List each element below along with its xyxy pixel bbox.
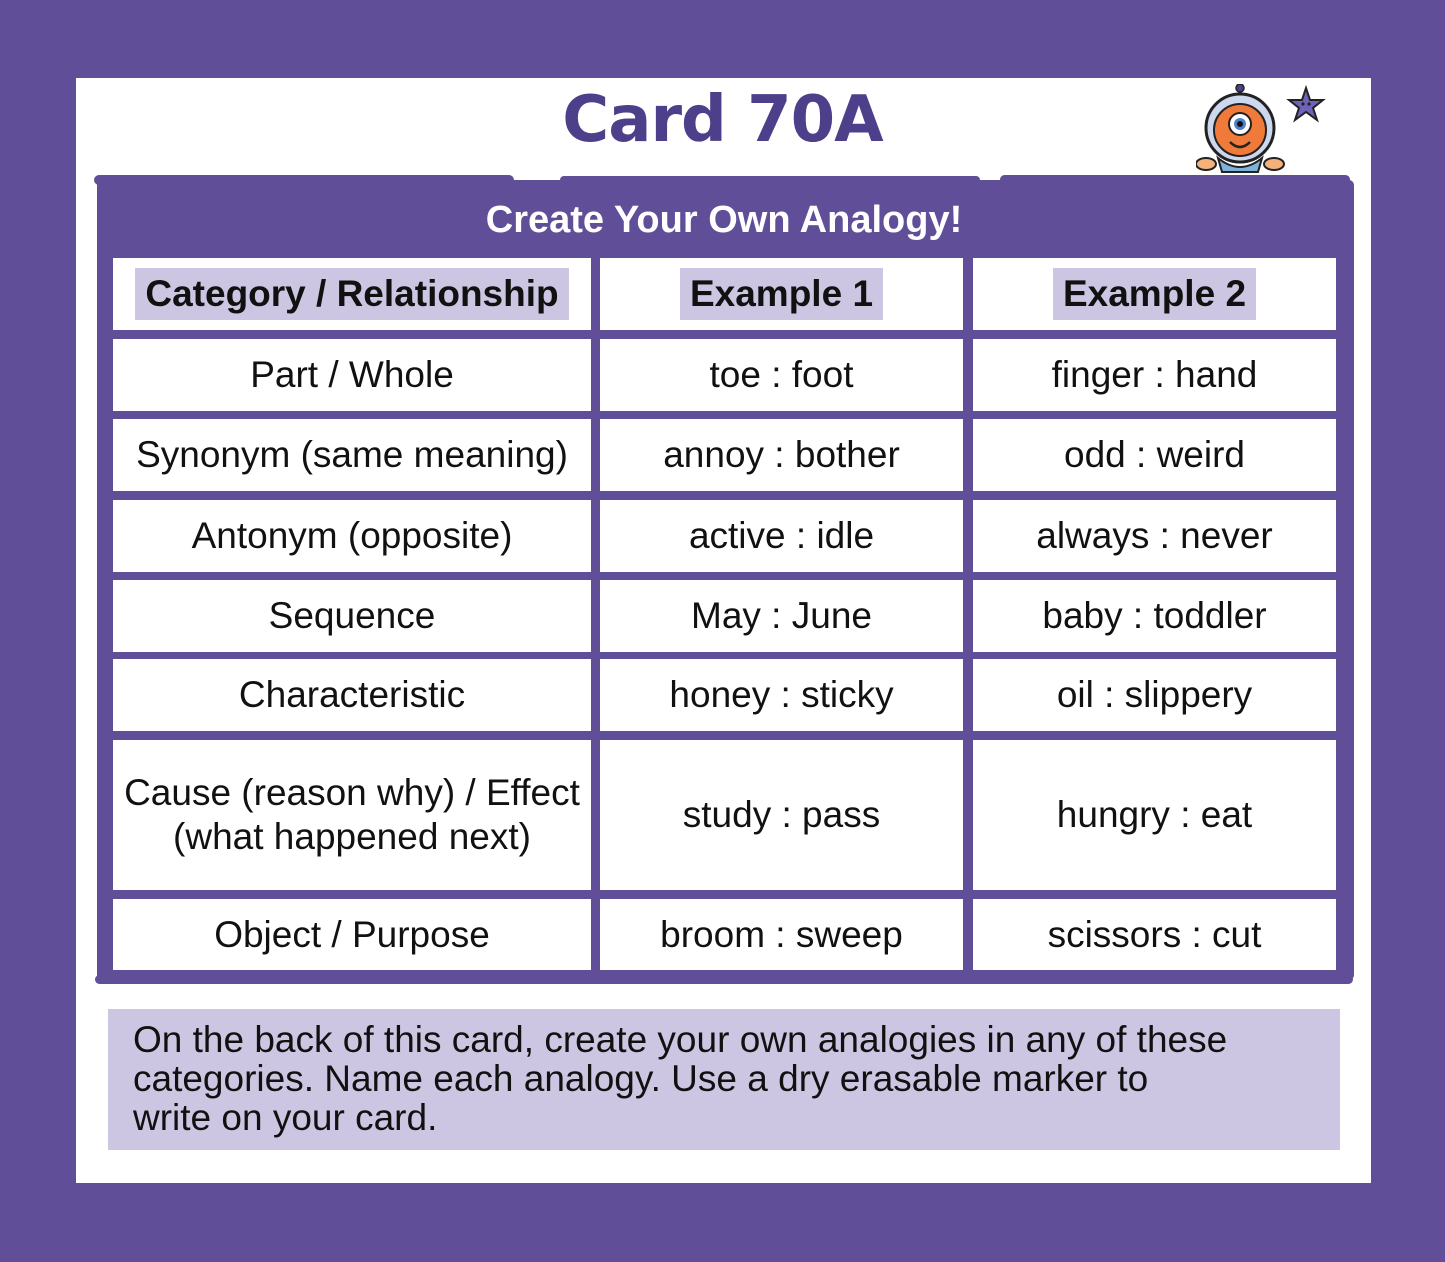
column-header-category — [113, 258, 591, 330]
example-1-cell: active : idle — [600, 500, 963, 572]
frame-brush-top-mid — [560, 176, 980, 184]
example-1-cell: May : June — [600, 580, 963, 652]
category-cell: Cause (reason why) / Effect (what happened next) — [113, 740, 591, 890]
example-2-cell: finger : hand — [973, 339, 1336, 411]
table-heading: Create Your Own Analogy! — [485, 199, 963, 241]
instructions-box — [108, 1009, 1340, 1150]
example-2-cell: baby : toddler — [973, 580, 1336, 652]
frame-brush-top-left — [94, 175, 514, 185]
frame-brush-top-right — [1000, 175, 1350, 184]
instructions-line: write on your card. — [133, 1097, 438, 1138]
example-2-cell: always : never — [973, 500, 1336, 572]
card-title: Card 70A — [562, 83, 883, 157]
column-header-example-1 — [600, 258, 963, 330]
instructions-line: On the back of this card, create your own analogies in any of these — [133, 1019, 1228, 1060]
category-cell: Part / Whole — [113, 339, 591, 411]
example-2-cell: hungry : eat — [973, 740, 1336, 890]
category-cell: Object / Purpose — [113, 899, 591, 970]
alien-astronaut-icon — [1196, 84, 1328, 176]
column-header-label: Example 2 — [1053, 268, 1256, 320]
column-header-example-2 — [973, 258, 1336, 330]
category-cell: Characteristic — [113, 659, 591, 731]
star-icon — [1289, 88, 1323, 120]
category-cell: Synonym (same meaning) — [113, 419, 591, 491]
frame-brush-right — [1344, 180, 1354, 980]
category-cell: Sequence — [113, 580, 591, 652]
example-2-cell: oil : slippery — [973, 659, 1336, 731]
instructions-line: categories. Name each analogy. Use a dry erasable marker to — [133, 1058, 1149, 1099]
example-1-cell: annoy : bother — [600, 419, 963, 491]
example-1-cell: toe : foot — [600, 339, 963, 411]
example-1-cell: broom : sweep — [600, 899, 963, 970]
column-header-label: Example 1 — [680, 268, 883, 320]
example-1-cell: study : pass — [600, 740, 963, 890]
frame-brush-bottom — [95, 975, 1353, 984]
column-header-label: Category / Relationship — [135, 268, 568, 320]
example-2-cell: odd : weird — [973, 419, 1336, 491]
category-cell: Antonym (opposite) — [113, 500, 591, 572]
example-1-cell: honey : sticky — [600, 659, 963, 731]
example-2-cell: scissors : cut — [973, 899, 1336, 970]
